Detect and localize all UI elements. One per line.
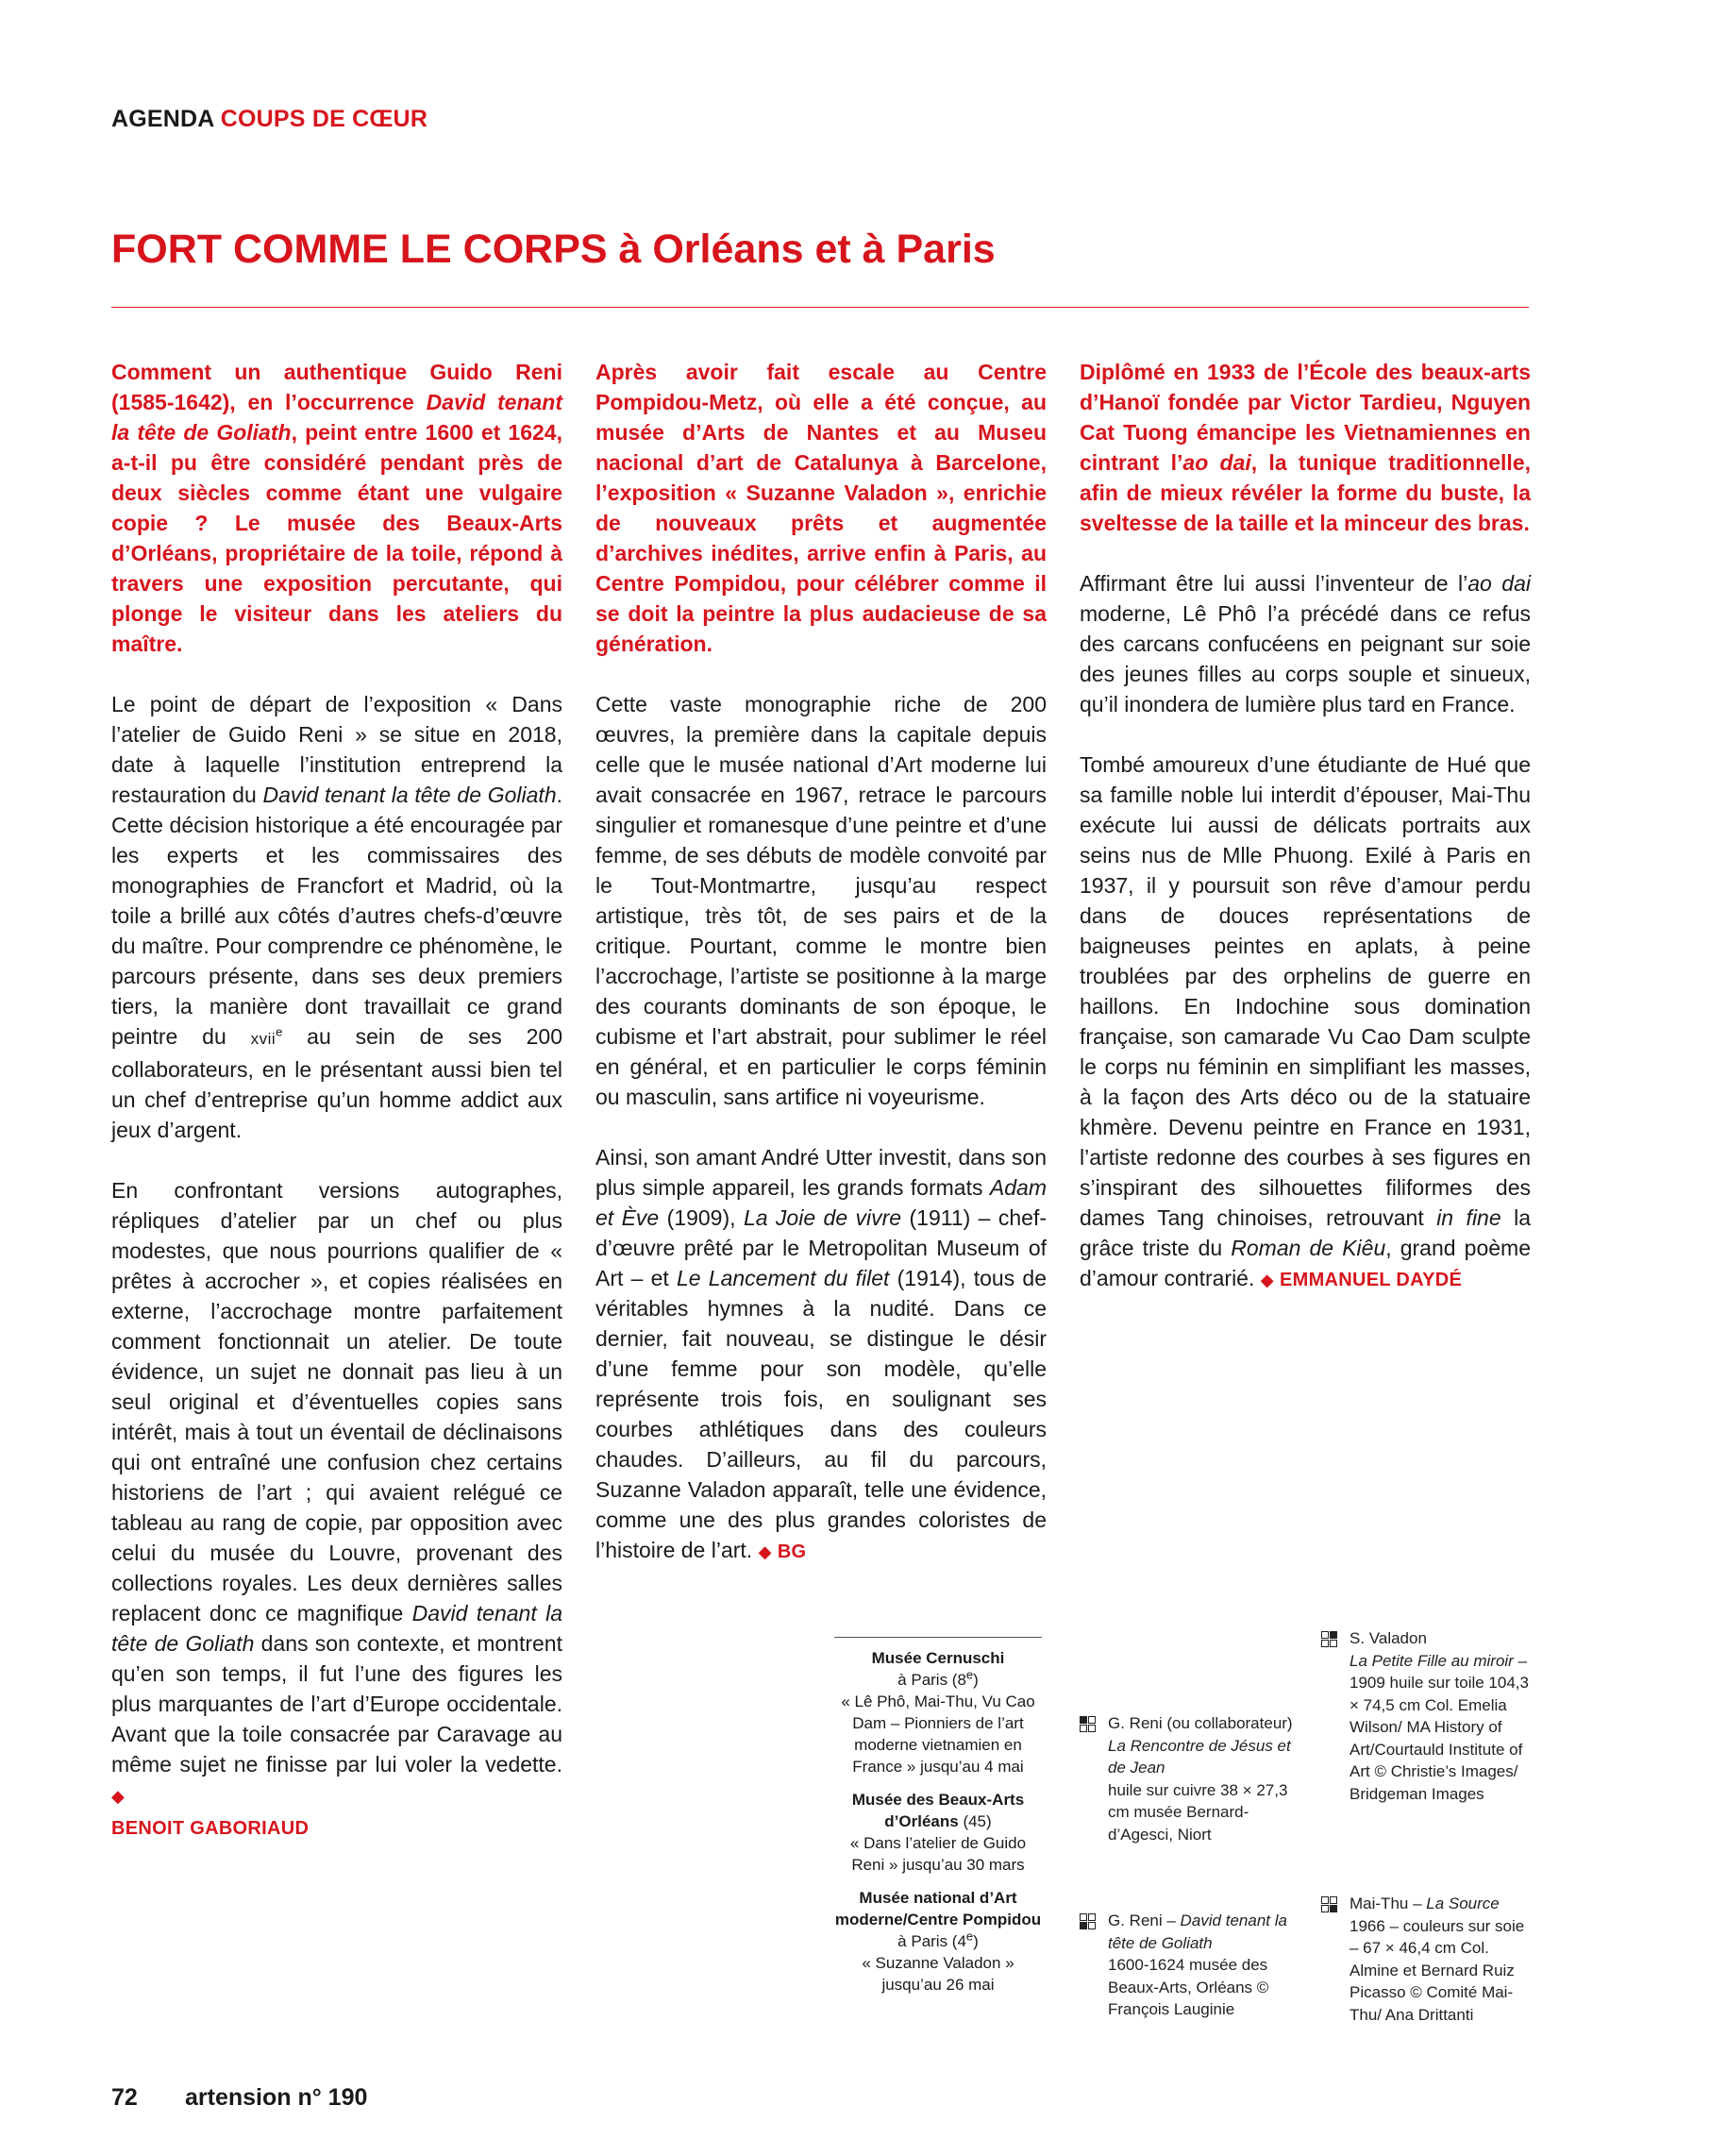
venue-item: Musée des Beaux-Arts d’Orléans (45) « Dans l’atelier de Guido Reni » jusqu’au 30 mars — [849, 1791, 1027, 1874]
article3-signature: EMMANUEL DAYDÉ — [1279, 1270, 1463, 1290]
article-column-3 — [1080, 357, 1531, 1325]
article2-lead: Après avoir fait escale au Centre Pompidou-Metz, où elle a été conçue, au musée d’Arts de Nantes et au Museu nacional d’art de Catalunya à Barcelone, l’exposition « Suzanne Valadon », enrichie de nouveaux prêts et augmentée d’archives inédites, arrive enfin à Paris, au Centre Pompidou, pour célébrer comme il se doit la peintre la plus audacieuse de sa génération. — [595, 360, 1047, 656]
grid-position-icon — [1321, 1896, 1337, 1912]
article3-lead: Diplômé en 1933 de l’École des beaux-arts d’Hanoï fondée par Victor Tardieu, Nguyen Cat Tuong émancipe les Vietnamiennes en cintrant l’ao dai, la tunique traditionnelle, afin de mieux révéler la forme du buste, la sveltesse de la taille et la minceur des bras. — [1080, 360, 1531, 535]
page-number: 72 — [111, 2084, 138, 2111]
diamond-icon: ◆ — [111, 1787, 125, 1806]
diamond-icon: ◆ — [1260, 1271, 1274, 1289]
article3-paragraph-1: Affirmant être lui aussi l’inventeur de l’ao dai moderne, Lê Phô l’a précédé dans ce refus des carcans confucéens en peignant sur soie des jeunes filles au corps souple et sinueux, qu’il inondera de lumière plus tard en France. — [1080, 571, 1531, 716]
diamond-icon: ◆ — [758, 1542, 772, 1561]
grid-position-icon — [1080, 1913, 1096, 1929]
exhibition-info — [834, 1637, 1042, 2007]
info-divider — [834, 1637, 1042, 1638]
article-column-1 — [111, 357, 562, 1874]
page-footer — [111, 2084, 367, 2112]
title-divider — [111, 307, 1529, 308]
image-caption: Mai-Thu – La Source 1966 – couleurs sur soie – 67 × 46,4 cm Col. Almine et Bernard Ruiz Picasso © Comité Mai-Thu/ Ana Drittanti — [1350, 1893, 1529, 2026]
article1-paragraph-2: En confrontant versions autographes, répliques d’atelier par un chef ou plus modestes, que nous pourrions qualifier de « prêtes à accrocher », et copies réalisées en externe, l’accrochage montre parfaitement comment fonctionnait un atelier. De toute évidence, un sujet ne donnait pas lieu à un seul original et d’éventuelles copies sans intérêt, mais à tout un éventail de déclinaisons qui ont entraîné une confusion chez certains historiens de l’art ; qui avaient relégué ce tableau au rang de copie, par opposition avec celui du musée du Louvre, provenant des collections royales. Les deux dernières salles replacent donc ce magnifique David tenant la tête de Goliath dans son contexte, et montrent qu’en son temps, il fut l’une des figures les plus marquantes de l’art d’Europe occidentale. Avant que la toile consacrée par Caravage au même sujet ne finisse par lui voler la vedette. ◆ BENOIT GABORIAUD — [111, 1178, 562, 1839]
venue-item: Musée Cernuschi à Paris (8e) « Lê Phô, Mai-Thu, Vu Cao Dam – Pionniers de l’art moderne vietnamien en France » jusqu’au 4 mai — [841, 1649, 1035, 1776]
venue-item: Musée national d’Art moderne/Centre Pompidou à Paris (4e) « Suzanne Valadon » jusqu’au 26 mai — [834, 1889, 1042, 1994]
image-caption: G. Reni (ou collaborateur) La Rencontre de Jésus et de Jean huile sur cuivre 38 × 27,3 cm musée Bernard-d’Agesci, Niort — [1108, 1712, 1297, 1845]
page-title: FORT COMME LE CORPS à Orléans et à Paris — [111, 227, 996, 272]
section-header — [111, 106, 428, 133]
image-caption: G. Reni – David tenant la tête de Goliath 1600-1624 musée des Beaux-Arts, Orléans © François Lauginie — [1108, 1910, 1297, 2021]
publication-name: artension n° 190 — [185, 2084, 368, 2111]
article2-paragraph-2: Ainsi, son amant André Utter investit, dans son plus simple appareil, les grands formats Adam et Ève (1909), La Joie de vivre (1911) – chef-d’œuvre prêté par le Metropolitan Museum of Art – et Le Lancement du filet (1914), tous de véritables hymnes à la nudité. Dans ce dernier, fait nouveau, se distingue le désir d’une femme pour son modèle, qu’elle représente trois fois, en soulignant ses courbes athlétiques dans des couleurs chaudes. D’ailleurs, au fil du parcours, Suzanne Valadon apparaît, telle une évidence, comme une des plus grandes coloristes de l’histoire de l’art. ◆ BG — [595, 1145, 1048, 1562]
article3-paragraph-2: Tombé amoureux d’une étudiante de Hué que sa famille noble lui interdit d’épouser, Mai-Thu exécute lui aussi de délicats portraits aux seins nus de Mlle Phuong. Exilé à Paris en 1937, il y poursuit son rêve d’amour perdu dans de douces représentations de baigneuses peintes en aplats, à peine troublées par des orphelins de guerre en haillons. En Indochine sous domination française, son camarade Vu Cao Dam sculpte le corps nu féminin en simplifiant les masses, à la façon des Arts déco ou de la statuaire khmère. Devenu peintre en France en 1931, l’artiste redonne des courbes à ses figures en s’inspirant des silhouettes filiformes des dames Tang chinoises, retrouvant in fine la grâce triste du Roman de Kiêu, grand poème d’amour contrarié. ◆ EMMANUEL DAYDÉ — [1080, 752, 1532, 1290]
image-caption: S. Valadon La Petite Fille au miroir – 1909 huile sur toile 104,3 × 74,5 cm Col. Emelia Wilson/ MA History of Art/Courtauld Institute of Art © Christie’s Images/ Bridgeman Images — [1350, 1627, 1529, 1805]
section-subcategory: COUPS DE CŒUR — [220, 106, 428, 132]
article1-lead: Comment un authentique Guido Reni (1585-1642), en l’occurrence David tenant la tête de Goliath, peint entre 1600 et 1624, a-t-il pu être considéré pendant près de deux siècles comme étant une vulgaire copie ? Le musée des Beaux-Arts d’Orléans, propriétaire de la toile, répond à travers une exposition percutante, qui plonge le visiteur dans les ateliers du maître. — [111, 360, 562, 656]
article-column-2 — [595, 357, 1047, 1597]
article2-signature: BG — [777, 1541, 807, 1562]
section-category: AGENDA — [111, 106, 214, 132]
article1-paragraph-1: Le point de départ de l’exposition « Dans l’atelier de Guido Reni » se situe en 2018, date à laquelle l’institution entreprend la restauration du David tenant la tête de Goliath. Cette décision historique a été encouragée par les experts et les commissaires des monographies de Francfort et Madrid, où la toile a brillé aux côtés d’autres chefs-d’œuvre du maître. Pour comprendre ce phénomène, le parcours présente, dans ses deux premiers tiers, la manière dont travaillait ce grand peintre du xvii$^e$ au sein de ses 200 collaborateurs, en le présentant aussi bien tel un chef d’entreprise qu’un homme addict aux jeux d’argent. — [111, 692, 562, 1142]
article1-signature: BENOIT GABORIAUD — [111, 1818, 310, 1839]
article2-paragraph-1: Cette vaste monographie riche de 200 œuvres, la première dans la capitale depuis celle que le musée national d’Art moderne lui avait consacrée en 1967, retrace le parcours singulier et romanesque d’une peintre et d’une femme, de ses débuts de modèle convoité par le Tout-Montmartre, jusqu’au respect artistique, très tôt, de ses pairs et de la critique. Pourtant, comme le montre bien l’accrochage, l’artiste se positionne à la marge des courants dominants de son époque, le cubisme et l’art abstrait, pour sublimer le réel en général, et en particulier le corps féminin ou masculin, sans artifice ni voyeurisme. — [595, 692, 1047, 1109]
grid-position-icon — [1321, 1631, 1337, 1647]
grid-position-icon — [1080, 1716, 1096, 1732]
